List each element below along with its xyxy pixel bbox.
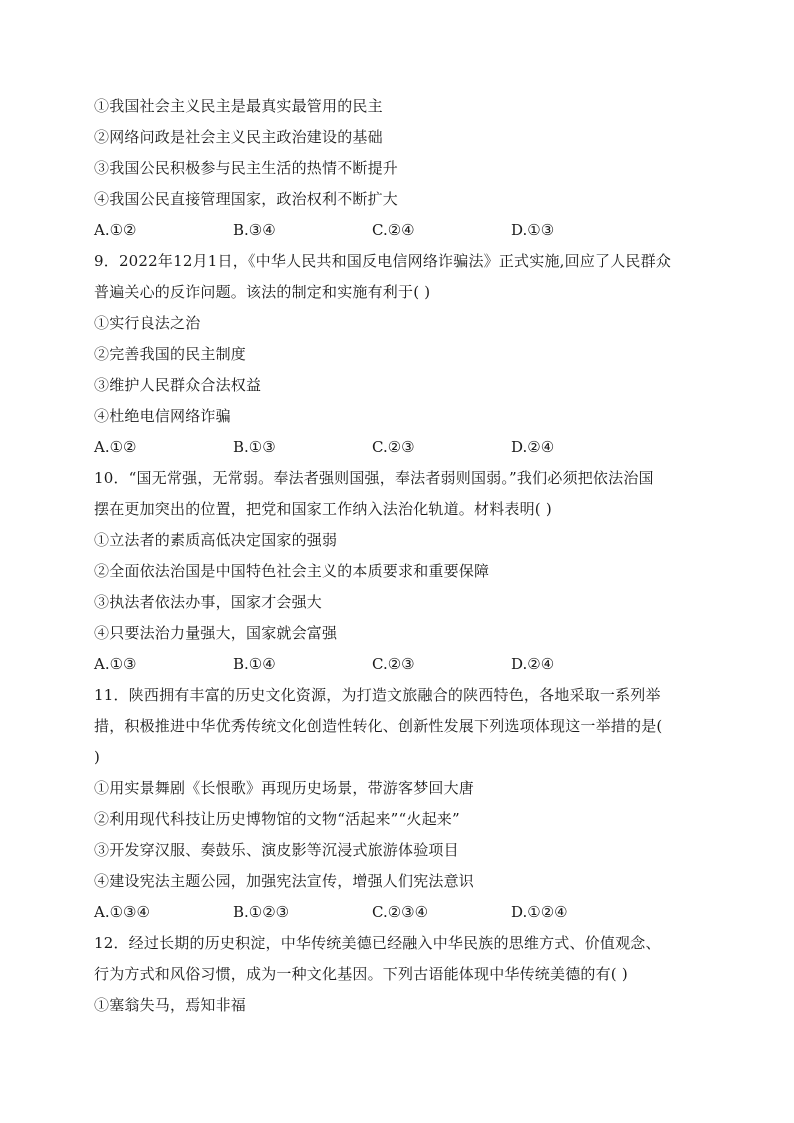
- option-b: B.①④: [233, 655, 276, 673]
- statement: ③开发穿汉服、奏鼓乐、演皮影等沉浸式旅游体验项目: [94, 841, 459, 859]
- statement: ①塞翁失马，焉知非福: [94, 996, 247, 1014]
- statement: ③我国公民积极参与民主生活的热情不断提升: [94, 159, 399, 177]
- question-stem-line: 行为方式和风俗习惯，成为一种文化基因。下列古语能体现中华传统美德的有( ): [94, 965, 628, 983]
- statement: ④建设宪法主题公园，加强宪法宣传，增强人们宪法意识: [94, 872, 475, 890]
- option-a: A.①②: [94, 438, 137, 456]
- option-b: B.①③: [233, 438, 276, 456]
- statement: ②利用现代科技让历史博物馆的文物“活起来”“火起来”: [94, 810, 460, 828]
- statement: ④杜绝电信网络诈骗: [94, 407, 231, 425]
- question-stem-line: 10．“国无常强，无常弱。奉法者强则国强，奉法者弱则国弱。”我们必须把依法治国: [94, 469, 654, 487]
- question-stem-line: ): [94, 748, 101, 766]
- statement: ④我国公民直接管理国家，政治权利不断扩大: [94, 190, 399, 208]
- option-a: A.①③④: [94, 903, 150, 921]
- option-a: A.①③: [94, 655, 137, 673]
- statement: ①用实景舞剧《长恨歌》再现历史场景，带游客梦回大唐: [94, 779, 475, 797]
- question-12: [94, 928, 704, 1021]
- option-d: D.②④: [511, 655, 555, 673]
- option-d: D.①②④: [511, 903, 568, 921]
- option-a: A.①②: [94, 221, 137, 239]
- answer-options: [94, 432, 704, 463]
- question-11: [94, 680, 704, 928]
- option-c: C.②③④: [372, 903, 429, 921]
- statement: ④只要法治力量强大，国家就会富强: [94, 624, 338, 642]
- answer-options: [94, 897, 704, 928]
- statement: ③执法者依法办事，国家才会强大: [94, 593, 323, 611]
- option-c: C.②③: [372, 655, 415, 673]
- answer-options: [94, 649, 704, 680]
- question-stem-line: 12．经过长期的历史积淀，中华传统美德已经融入中华民族的思维方式、价值观念、: [94, 934, 661, 952]
- statement: ③维护人民群众合法权益: [94, 376, 262, 394]
- statement: ①实行良法之治: [94, 314, 201, 332]
- question-stem-line: 措，积极推进中华优秀传统文化创造性转化、创新性发展下列选项体现这一举措的是(: [94, 717, 663, 735]
- answer-options: [94, 215, 704, 246]
- question-9: [94, 246, 704, 463]
- option-d: D.②④: [511, 438, 555, 456]
- statement: ①立法者的素质高低决定国家的强弱: [94, 531, 338, 549]
- option-c: C.②③: [372, 438, 415, 456]
- option-d: D.①③: [511, 221, 555, 239]
- statement: ①我国社会主义民主是最真实最管用的民主: [94, 97, 383, 115]
- exam-page: [94, 91, 704, 1021]
- option-b: B.①②③: [233, 903, 290, 921]
- option-b: B.③④: [233, 221, 276, 239]
- statement: ②完善我国的民主制度: [94, 345, 247, 363]
- statement: ②全面依法治国是中国特色社会主义的本质要求和重要保障: [94, 562, 490, 580]
- question-stem-line: 9．2022年12月1日，《中华人民共和国反电信网络诈骗法》正式实施,回应了人民群众: [94, 252, 672, 270]
- question-stem-line: 摆在更加突出的位置，把党和国家工作纳入法治化轨道。材料表明( ): [94, 500, 552, 518]
- option-c: C.②④: [372, 221, 415, 239]
- question-stem-line: 11．陕西拥有丰富的历史文化资源，为打造文旅融合的陕西特色，各地采取一系列举: [94, 686, 661, 704]
- question-10: [94, 463, 704, 680]
- statement: ②网络问政是社会主义民主政治建设的基础: [94, 128, 383, 146]
- question-stem-line: 普遍关心的反诈问题。该法的制定和实施有利于( ): [94, 283, 431, 301]
- question-8-continued: [94, 91, 704, 246]
